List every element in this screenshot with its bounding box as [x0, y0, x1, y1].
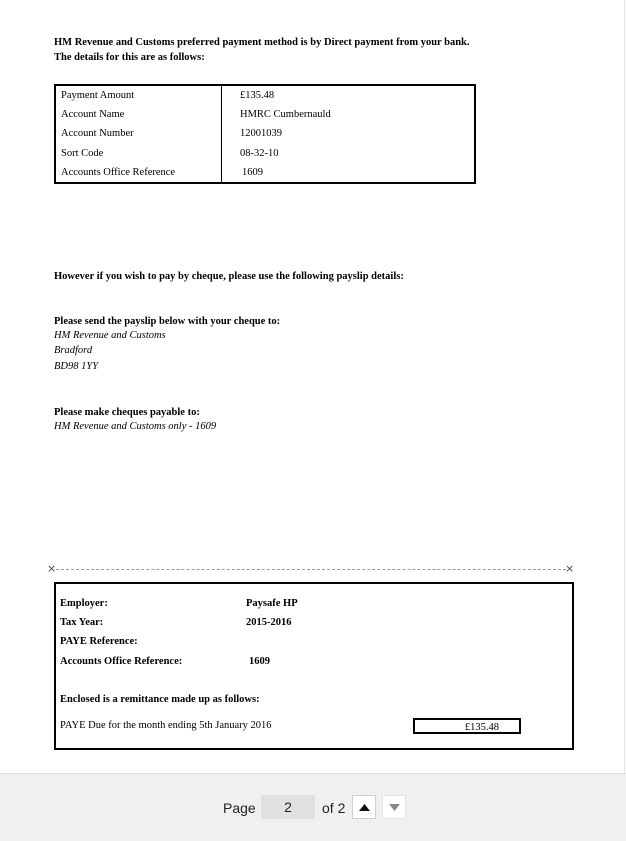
chevron-up-icon [359, 804, 370, 811]
tax-year-label: Tax Year: [60, 617, 104, 628]
page-label: Page [223, 800, 256, 816]
scissors-cut-mark-left: × [47, 562, 57, 575]
employer-label: Employer: [60, 598, 108, 609]
address-line-2: Bradford [54, 345, 93, 356]
table-row [55, 144, 475, 163]
previous-page-button[interactable] [352, 795, 376, 819]
paye-due-amount: £135.48 [413, 718, 521, 734]
address-line-1: HM Revenue and Customs [54, 330, 166, 341]
payable-heading: Please make cheques payable to: [54, 407, 200, 418]
row-label: Account Name [55, 105, 222, 124]
payable-value: HM Revenue and Customs only - 1609 [54, 421, 217, 432]
page-number-input[interactable]: 2 [261, 795, 315, 819]
table-row [55, 105, 475, 124]
tax-year-value: 2015-2016 [246, 617, 292, 628]
next-page-button[interactable] [382, 795, 406, 819]
payslip [54, 582, 574, 750]
address-line-3: BD98 1YY [54, 361, 99, 372]
intro-line-2: The details for this are as follows: [54, 52, 205, 63]
scissors-cut-mark-right: × [565, 562, 575, 575]
intro-text [54, 35, 470, 65]
chevron-down-icon [389, 804, 400, 811]
row-value: 12001039 [240, 128, 282, 140]
row-value: 1609 [242, 166, 263, 178]
remittance-heading: Enclosed is a remittance made up as follows: [60, 694, 260, 705]
row-value: 08-32-10 [240, 147, 279, 159]
page-navigation-bar [0, 773, 626, 841]
row-label: Accounts Office Reference [55, 163, 222, 183]
row-value: HMRC Cumbernauld [240, 109, 331, 121]
cheque-heading: However if you wish to pay by cheque, please use the following payslip details: [54, 271, 404, 282]
row-label: Account Number [55, 124, 222, 143]
paye-reference-label: PAYE Reference: [60, 636, 138, 647]
page-count-label: of 2 [322, 800, 346, 816]
paye-due-text: PAYE Due for the month ending 5th January 2016 [60, 720, 272, 731]
row-label: Sort Code [55, 144, 222, 163]
accounts-office-reference-label: Accounts Office Reference: [60, 656, 183, 667]
table-row [55, 124, 475, 143]
table-row [55, 163, 475, 183]
table-row [55, 85, 475, 105]
row-value: £135.48 [240, 90, 275, 102]
intro-line-1: HM Revenue and Customs preferred payment method is by Direct payment from your bank. [54, 37, 470, 48]
payment-details-table [54, 84, 476, 184]
cut-line [56, 569, 566, 570]
employer-value: Paysafe HP [246, 598, 298, 609]
accounts-office-reference-value: 1609 [249, 656, 270, 667]
row-label: Payment Amount [55, 85, 222, 105]
send-heading: Please send the payslip below with your cheque to: [54, 316, 281, 327]
